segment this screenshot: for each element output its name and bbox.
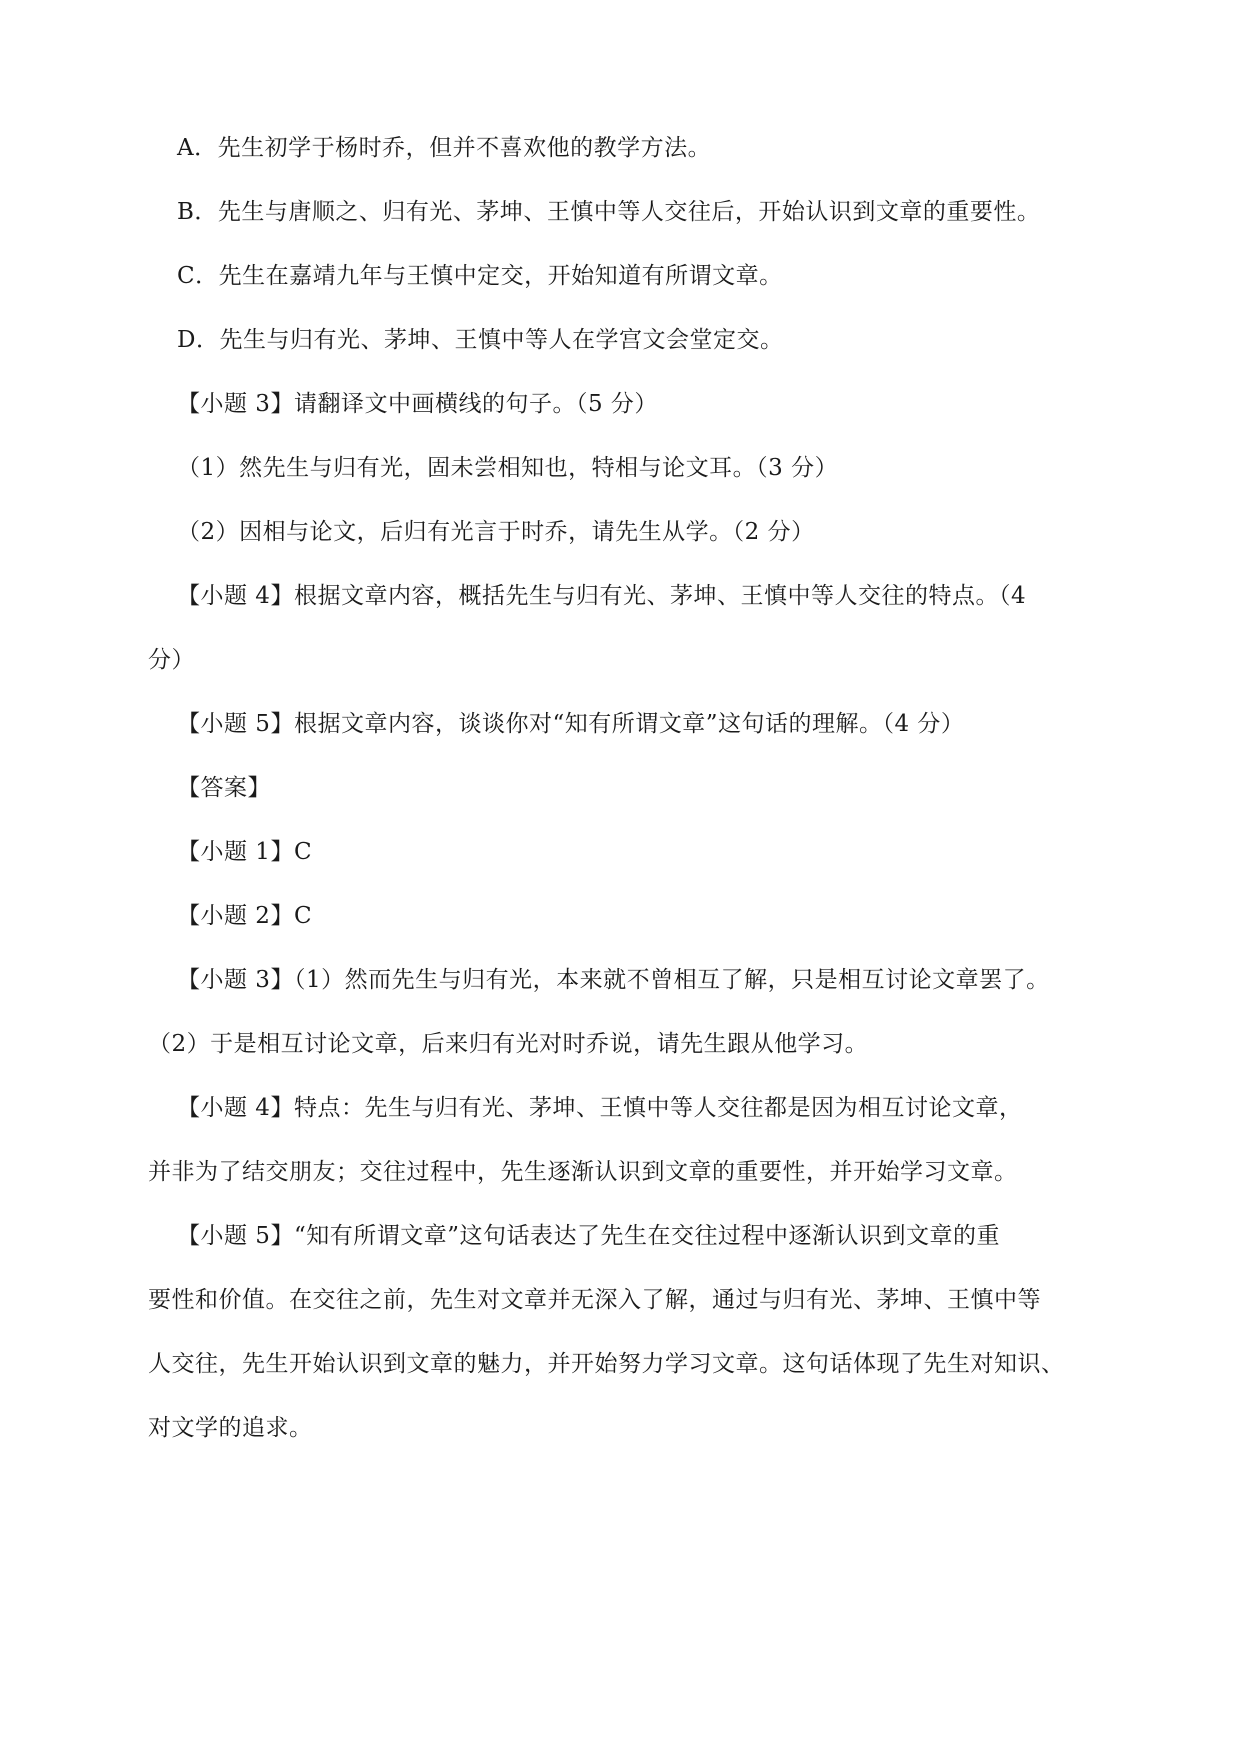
- question-4-continued: 分）: [148, 647, 195, 673]
- answer-5-line-3: 人交往，先生开始认识到文章的魅力，并开始努力学习文章。这句话体现了先生对知识、: [148, 1351, 1065, 1377]
- answer-3-line-1: 【小题 3】（1）然而先生与归有光，本来就不曾相互了解，只是相互讨论文章罢了。: [177, 967, 1050, 993]
- option-c: C．先生在嘉靖九年与王慎中定交，开始知道有所谓文章。: [177, 263, 783, 289]
- question-4: 【小题 4】根据文章内容，概括先生与归有光、茅坤、王慎中等人交往的特点。（4: [177, 583, 1027, 609]
- question-3: 【小题 3】请翻译文中画横线的句子。（5 分）: [177, 391, 658, 417]
- answer-heading: 【答案】: [177, 775, 271, 801]
- answer-1: 【小题 1】C: [177, 839, 313, 865]
- answer-5-line-1: 【小题 5】“知有所谓文章”这句话表达了先生在交往过程中逐渐认识到文章的重: [177, 1223, 1000, 1249]
- answer-5-line-4: 对文学的追求。: [148, 1415, 313, 1441]
- answer-5-line-2: 要性和价值。在交往之前，先生对文章并无深入了解，通过与归有光、茅坤、王慎中等: [148, 1287, 1041, 1313]
- option-a: A．先生初学于杨时乔，但并不喜欢他的教学方法。: [177, 135, 712, 161]
- question-5: 【小题 5】根据文章内容，谈谈你对“知有所谓文章”这句话的理解。（4 分）: [177, 711, 965, 737]
- option-b: B．先生与唐顺之、归有光、茅坤、王慎中等人交往后，开始认识到文章的重要性。: [177, 199, 1041, 225]
- answer-4-line-1: 【小题 4】特点：先生与归有光、茅坤、王慎中等人交往都是因为相互讨论文章，: [177, 1095, 1023, 1121]
- answer-4-line-2: 并非为了结交朋友；交往过程中，先生逐渐认识到文章的重要性，并开始学习文章。: [148, 1159, 1018, 1185]
- answer-3-line-2: （2）于是相互讨论文章，后来归有光对时乔说，请先生跟从他学习。: [148, 1031, 869, 1057]
- question-3-sentence-1: （1）然先生与归有光，固未尝相知也，特相与论文耳。（3 分）: [177, 455, 839, 481]
- answer-2: 【小题 2】C: [177, 903, 313, 929]
- question-3-sentence-2: （2）因相与论文，后归有光言于时乔，请先生从学。（2 分）: [177, 519, 815, 545]
- option-d: D．先生与归有光、茅坤、王慎中等人在学宫文会堂定交。: [177, 327, 784, 353]
